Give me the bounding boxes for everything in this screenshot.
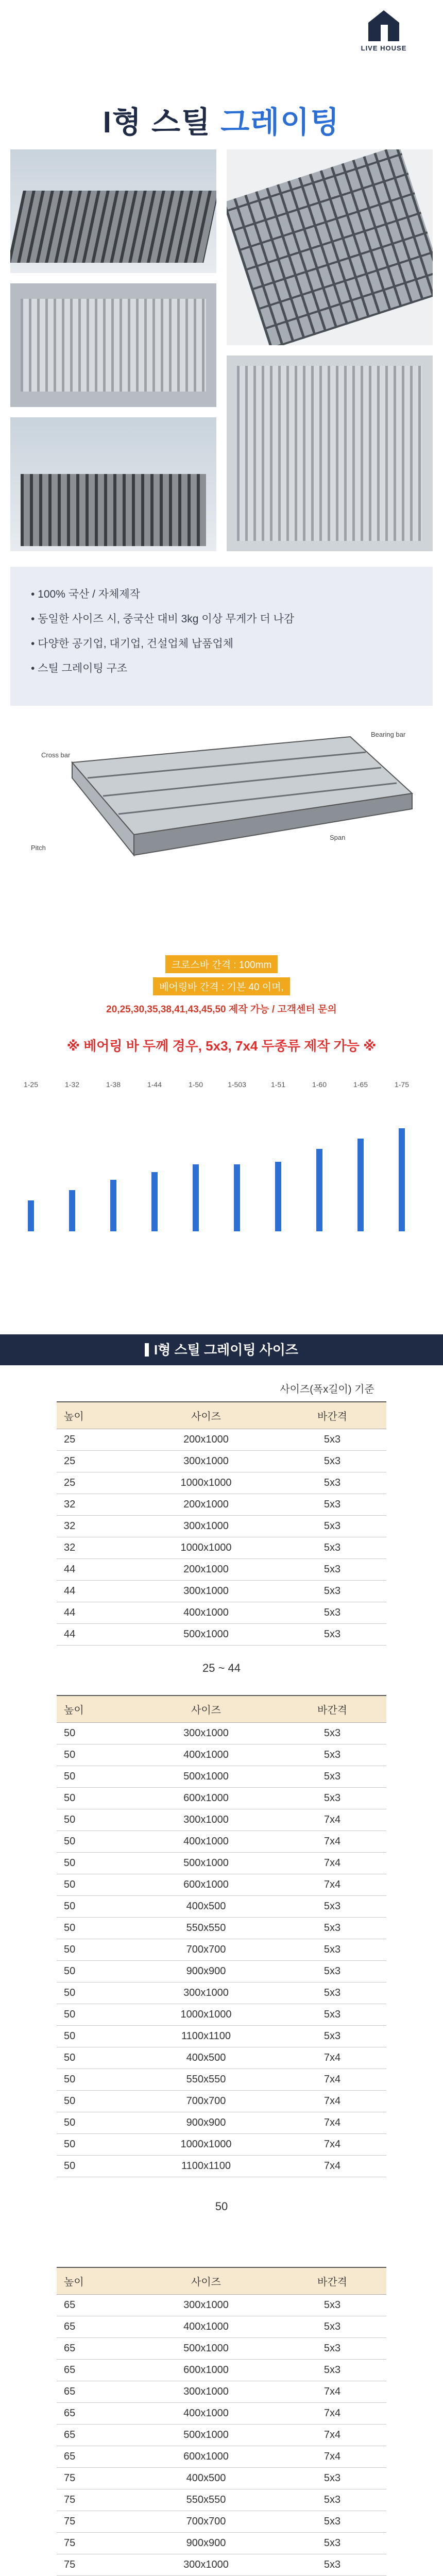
table-cell: 1000x1000 bbox=[134, 2133, 278, 2155]
table-cell: 44 bbox=[57, 1602, 134, 1623]
table-cell: 50 bbox=[57, 2155, 134, 2177]
table-row bbox=[57, 2004, 386, 2025]
spec-crossbar: 크로스바 간격 : 100mm bbox=[165, 955, 278, 973]
table-cell: 50 bbox=[57, 1744, 134, 1766]
table-row bbox=[57, 2402, 386, 2424]
table-cell: 50 bbox=[57, 2090, 134, 2112]
table-cell: 400x1000 bbox=[134, 1602, 278, 1623]
table-cell: 400x1000 bbox=[134, 1831, 278, 1852]
table-cell: 32 bbox=[57, 1494, 134, 1515]
column-header: 높이 bbox=[57, 1696, 134, 1722]
table-cell: 5x3 bbox=[278, 1787, 386, 1809]
table-cell: 400x1000 bbox=[134, 2402, 278, 2424]
table-cell: 550x550 bbox=[134, 2489, 278, 2511]
feature-item: • 동일한 사이즈 시, 중국산 대비 3kg 이상 무게가 더 나감 bbox=[31, 613, 295, 625]
table-row bbox=[57, 2446, 386, 2467]
profile-label: 1-38 bbox=[106, 1080, 121, 1089]
table-row bbox=[57, 2090, 386, 2112]
table-row bbox=[57, 1450, 386, 1472]
table-row bbox=[57, 1537, 386, 1558]
column-header: 높이 bbox=[57, 1402, 134, 1429]
table-cell: 65 bbox=[57, 2402, 134, 2424]
table-cell: 5x3 bbox=[278, 1722, 386, 1744]
table-cell: 5x3 bbox=[278, 2337, 386, 2359]
table-cell: 50 bbox=[57, 1831, 134, 1852]
table-cell: 32 bbox=[57, 1515, 134, 1537]
table-caption-1: 25 ~ 44 bbox=[202, 1662, 241, 1674]
profile-label: 1-75 bbox=[394, 1080, 410, 1089]
table-row bbox=[57, 1580, 386, 1602]
table-cell: 50 bbox=[57, 1809, 134, 1831]
table-cell: 65 bbox=[57, 2446, 134, 2467]
column-header: 사이즈 bbox=[134, 1402, 278, 1429]
table-cell: 1100x1100 bbox=[134, 2025, 278, 2047]
table-cell: 7x4 bbox=[278, 2112, 386, 2133]
table-cell: 5x3 bbox=[278, 1558, 386, 1580]
table-cell: 7x4 bbox=[278, 2090, 386, 2112]
table-cell: 75 bbox=[57, 2532, 134, 2554]
table-cell: 7x4 bbox=[278, 1809, 386, 1831]
table-header-row bbox=[57, 1402, 386, 1429]
table-row bbox=[57, 1722, 386, 1744]
size-table-2 bbox=[57, 1695, 386, 2177]
table-row bbox=[57, 2047, 386, 2069]
table-cell: 900x900 bbox=[134, 1960, 278, 1982]
title-accent: 그레이팅 bbox=[220, 106, 340, 139]
table-cell: 400x1000 bbox=[134, 2316, 278, 2337]
table-cell: 50 bbox=[57, 1766, 134, 1787]
table-cell: 5x3 bbox=[278, 1982, 386, 2004]
table-cell: 50 bbox=[57, 2133, 134, 2155]
table-cell: 550x550 bbox=[134, 1917, 278, 1939]
spec-custom: 20,25,30,35,38,41,43,45,50 제작 가능 / 고객센터 문의 bbox=[100, 999, 343, 1018]
size-table-1 bbox=[57, 1401, 386, 1646]
table-row bbox=[57, 2511, 386, 2532]
table-cell: 700x700 bbox=[134, 2090, 278, 2112]
table-row bbox=[57, 2133, 386, 2155]
table-cell: 5x3 bbox=[278, 2316, 386, 2337]
table-cell: 44 bbox=[57, 1580, 134, 1602]
table-cell: 7x4 bbox=[278, 2381, 386, 2402]
table-row bbox=[57, 1874, 386, 1895]
table-row bbox=[57, 2069, 386, 2090]
table-cell: 300x1000 bbox=[134, 1580, 278, 1602]
table-cell: 5x3 bbox=[278, 1537, 386, 1558]
table-cell: 7x4 bbox=[278, 1831, 386, 1852]
table-row bbox=[57, 1515, 386, 1537]
table-cell: 600x1000 bbox=[134, 2359, 278, 2381]
table-cell: 50 bbox=[57, 2025, 134, 2047]
table-row bbox=[57, 2467, 386, 2489]
table-cell: 50 bbox=[57, 2004, 134, 2025]
table-cell: 300x1000 bbox=[134, 1722, 278, 1744]
table-cell: 5x3 bbox=[278, 2554, 386, 2575]
table-row bbox=[57, 2554, 386, 2575]
page-title bbox=[0, 98, 443, 141]
table-cell: 65 bbox=[57, 2337, 134, 2359]
table-cell: 7x4 bbox=[278, 1874, 386, 1895]
table-cell: 700x700 bbox=[134, 1939, 278, 1960]
table-cell: 300x1000 bbox=[134, 1515, 278, 1537]
table-row bbox=[57, 1766, 386, 1787]
table-cell: 7x4 bbox=[278, 2446, 386, 2467]
table-cell: 7x4 bbox=[278, 2133, 386, 2155]
table-cell: 7x4 bbox=[278, 2402, 386, 2424]
table-row bbox=[57, 1852, 386, 1874]
table-row bbox=[57, 2337, 386, 2359]
svg-text:Pitch: Pitch bbox=[31, 844, 46, 852]
table-cell: 400x500 bbox=[134, 1895, 278, 1917]
table-cell: 1000x1000 bbox=[134, 2004, 278, 2025]
table-cell: 300x1000 bbox=[134, 1450, 278, 1472]
table-cell: 65 bbox=[57, 2294, 134, 2316]
table-cell: 50 bbox=[57, 1895, 134, 1917]
table-cell: 5x3 bbox=[278, 1472, 386, 1494]
table-cell: 5x3 bbox=[278, 1744, 386, 1766]
table-row bbox=[57, 2316, 386, 2337]
table-row bbox=[57, 1982, 386, 2004]
svg-text:Bearing bar: Bearing bar bbox=[371, 731, 406, 738]
table-cell: 5x3 bbox=[278, 1917, 386, 1939]
table-cell: 65 bbox=[57, 2316, 134, 2337]
column-header: 바간격 bbox=[278, 1696, 386, 1722]
table-cell: 75 bbox=[57, 2554, 134, 2575]
table-cell: 25 bbox=[57, 1450, 134, 1472]
table-cell: 50 bbox=[57, 1939, 134, 1960]
table-cell: 32 bbox=[57, 1537, 134, 1558]
table-row bbox=[57, 2112, 386, 2133]
table-cell: 50 bbox=[57, 1874, 134, 1895]
table-cell: 500x1000 bbox=[134, 1852, 278, 1874]
table-cell: 5x3 bbox=[278, 1494, 386, 1515]
table-cell: 5x3 bbox=[278, 1580, 386, 1602]
table-cell: 75 bbox=[57, 2467, 134, 2489]
i-beam-icon bbox=[145, 1343, 149, 1357]
profile-label: 1-65 bbox=[353, 1080, 368, 1089]
size-section-banner: I형 스틸 그레이팅 사이즈 bbox=[0, 1334, 443, 1365]
table-cell: 5x3 bbox=[278, 1895, 386, 1917]
table-row bbox=[57, 1558, 386, 1580]
table-row bbox=[57, 2155, 386, 2177]
table-cell: 900x900 bbox=[134, 2112, 278, 2133]
column-header: 사이즈 bbox=[134, 2267, 278, 2294]
feature-item: • 100% 국산 / 자체제작 bbox=[31, 588, 140, 600]
table-row bbox=[57, 1939, 386, 1960]
table-cell: 7x4 bbox=[278, 2069, 386, 2090]
spec-bearing: 베어링바 간격 : 기본 40 이며, bbox=[153, 977, 290, 995]
table-cell: 50 bbox=[57, 1852, 134, 1874]
table-row bbox=[57, 1623, 386, 1645]
table-cell: 5x3 bbox=[278, 2004, 386, 2025]
table-cell: 200x1000 bbox=[134, 1494, 278, 1515]
table-cell: 50 bbox=[57, 1722, 134, 1744]
table-cell: 600x1000 bbox=[134, 1874, 278, 1895]
table-row bbox=[57, 1831, 386, 1852]
table-row bbox=[57, 1744, 386, 1766]
table-cell: 5x3 bbox=[278, 2511, 386, 2532]
table-row bbox=[57, 2359, 386, 2381]
table-row bbox=[57, 1429, 386, 1450]
column-header: 높이 bbox=[57, 2267, 134, 2294]
table-row bbox=[57, 2025, 386, 2047]
profile-label: 1-51 bbox=[270, 1080, 286, 1089]
table-cell: 5x3 bbox=[278, 2532, 386, 2554]
table-cell: 300x1000 bbox=[134, 1982, 278, 2004]
table-cell: 25 bbox=[57, 1472, 134, 1494]
svg-text:Span: Span bbox=[330, 834, 346, 841]
table-cell: 44 bbox=[57, 1623, 134, 1645]
feature-item: • 스틸 그레이팅 구조 bbox=[31, 663, 128, 674]
feature-item: • 다양한 공기업, 대기업, 건설업체 납품업체 bbox=[31, 638, 234, 650]
spec-notes bbox=[0, 953, 443, 1020]
table-row bbox=[57, 1809, 386, 1831]
table-cell: 300x1000 bbox=[134, 2554, 278, 2575]
table-row bbox=[57, 2489, 386, 2511]
table-row bbox=[57, 1960, 386, 1982]
feature-list bbox=[10, 567, 433, 706]
brand-name: LIVE HOUSE bbox=[361, 44, 407, 52]
structure-diagram bbox=[10, 721, 433, 943]
product-photo-1 bbox=[10, 149, 216, 273]
brand-logo bbox=[355, 10, 412, 67]
table-row bbox=[57, 1602, 386, 1623]
size-table-3 bbox=[57, 2267, 386, 2576]
table-cell: 5x3 bbox=[278, 1623, 386, 1645]
table-cell: 5x3 bbox=[278, 2294, 386, 2316]
profile-label: 1-44 bbox=[147, 1080, 162, 1089]
table-cell: 50 bbox=[57, 1917, 134, 1939]
table-row bbox=[57, 2381, 386, 2402]
table-cell: 5x3 bbox=[278, 1960, 386, 1982]
table-cell: 600x1000 bbox=[134, 1787, 278, 1809]
table-cell: 600x1000 bbox=[134, 2446, 278, 2467]
table-cell: 500x1000 bbox=[134, 1623, 278, 1645]
house-icon bbox=[368, 10, 399, 41]
table-cell: 200x1000 bbox=[134, 1558, 278, 1580]
title-prefix: I형 스틸 bbox=[103, 106, 212, 139]
table-cell: 7x4 bbox=[278, 2047, 386, 2069]
product-photo-4 bbox=[10, 417, 216, 551]
table-cell: 5x3 bbox=[278, 1939, 386, 1960]
table-cell: 5x3 bbox=[278, 2489, 386, 2511]
table-row bbox=[57, 2424, 386, 2446]
table-row bbox=[57, 1472, 386, 1494]
table-cell: 700x700 bbox=[134, 2511, 278, 2532]
table-row bbox=[57, 1494, 386, 1515]
table-cell: 5x3 bbox=[278, 1602, 386, 1623]
table-cell: 65 bbox=[57, 2424, 134, 2446]
table-cell: 1000x1000 bbox=[134, 1537, 278, 1558]
svg-text:Cross bar: Cross bar bbox=[41, 751, 71, 759]
table-cell: 50 bbox=[57, 1982, 134, 2004]
product-photo-5 bbox=[227, 355, 433, 551]
table-cell: 50 bbox=[57, 1960, 134, 1982]
table-cell: 500x1000 bbox=[134, 2337, 278, 2359]
table-cell: 5x3 bbox=[278, 2025, 386, 2047]
profile-label: 1-60 bbox=[312, 1080, 327, 1089]
table-cell: 75 bbox=[57, 2511, 134, 2532]
table-cell: 500x1000 bbox=[134, 2424, 278, 2446]
table-row bbox=[57, 2532, 386, 2554]
table-cell: 300x1000 bbox=[134, 1809, 278, 1831]
table-cell: 300x1000 bbox=[134, 2381, 278, 2402]
table-cell: 7x4 bbox=[278, 2424, 386, 2446]
table-cell: 50 bbox=[57, 2047, 134, 2069]
table-cell: 400x1000 bbox=[134, 1744, 278, 1766]
table-cell: 7x4 bbox=[278, 1852, 386, 1874]
table-cell: 200x1000 bbox=[134, 1429, 278, 1450]
table-cell: 5x3 bbox=[278, 1450, 386, 1472]
table-cell: 7x4 bbox=[278, 2155, 386, 2177]
table-cell: 5x3 bbox=[278, 1766, 386, 1787]
table-cell: 44 bbox=[57, 1558, 134, 1580]
product-photo-3 bbox=[10, 283, 216, 407]
table-cell: 65 bbox=[57, 2381, 134, 2402]
table-cell: 400x500 bbox=[134, 2467, 278, 2489]
profile-label: 1-50 bbox=[188, 1080, 203, 1089]
table-cell: 1000x1000 bbox=[134, 1472, 278, 1494]
table-cell: 25 bbox=[57, 1429, 134, 1450]
table-cell: 65 bbox=[57, 2359, 134, 2381]
column-header: 바간격 bbox=[278, 2267, 386, 2294]
table-cell: 5x3 bbox=[278, 2467, 386, 2489]
size-basis-note: 사이즈(폭x길이) 기준 bbox=[280, 1384, 374, 1395]
product-photo-collage bbox=[10, 149, 433, 551]
column-header: 사이즈 bbox=[134, 1696, 278, 1722]
table-cell: 300x1000 bbox=[134, 2294, 278, 2316]
table-cell: 50 bbox=[57, 1787, 134, 1809]
table-cell: 550x550 bbox=[134, 2069, 278, 2090]
profile-label: 1-25 bbox=[23, 1080, 39, 1089]
table-header-row bbox=[57, 2267, 386, 2294]
table-cell: 5x3 bbox=[278, 1429, 386, 1450]
table-row bbox=[57, 1787, 386, 1809]
table-row bbox=[57, 1895, 386, 1917]
profile-label: 1-32 bbox=[64, 1080, 80, 1089]
profile-shapes bbox=[10, 1072, 433, 1319]
table-cell: 400x500 bbox=[134, 2047, 278, 2069]
table-cell: 500x1000 bbox=[134, 1766, 278, 1787]
table-cell: 50 bbox=[57, 2069, 134, 2090]
table-cell: 5x3 bbox=[278, 2359, 386, 2381]
column-header: 바간격 bbox=[278, 1402, 386, 1429]
profile-label: 1-503 bbox=[228, 1080, 246, 1089]
table-cell: 50 bbox=[57, 2112, 134, 2133]
table-row bbox=[57, 1917, 386, 1939]
table-cell: 1100x1100 bbox=[134, 2155, 278, 2177]
product-photo-2 bbox=[227, 149, 433, 345]
table-cell: 5x3 bbox=[278, 1515, 386, 1537]
table-cell: 75 bbox=[57, 2489, 134, 2511]
table-cell: 900x900 bbox=[134, 2532, 278, 2554]
table-caption-2: 50 bbox=[215, 2200, 228, 2213]
table-header-row bbox=[57, 1696, 386, 1722]
table-row bbox=[57, 2294, 386, 2316]
bar-thickness-note: ※ 베어링 바 두께 경우, 5x3, 7x4 두종류 제작 가능 ※ bbox=[66, 1038, 377, 1054]
